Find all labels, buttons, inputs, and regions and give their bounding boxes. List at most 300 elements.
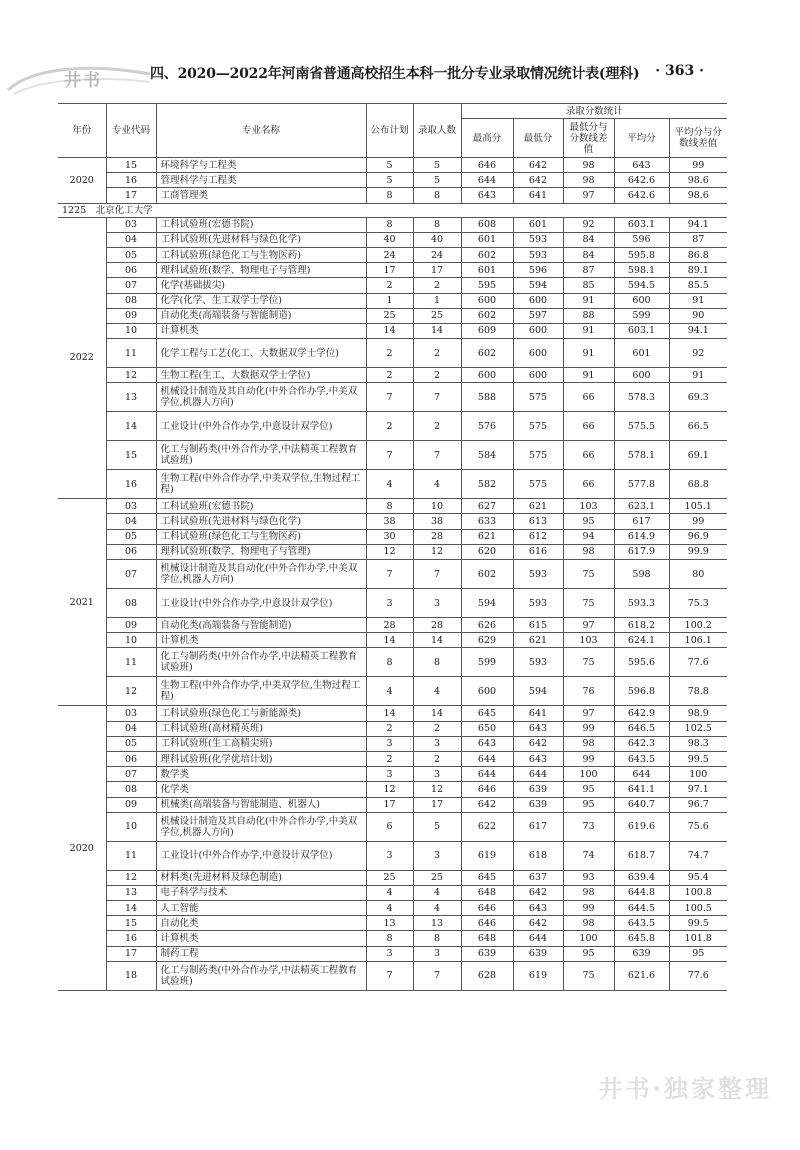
cell-min: 619 <box>513 961 563 990</box>
cell-plan: 14 <box>366 706 413 721</box>
cell-avg: 614.9 <box>614 529 669 544</box>
cell-min: 642 <box>513 736 563 751</box>
cell-min-diff: 100 <box>563 767 614 782</box>
table-row <box>58 441 727 470</box>
cell-avg-diff: 97.1 <box>669 782 727 797</box>
cell-admitted: 24 <box>413 247 461 262</box>
cell-admitted: 7 <box>413 441 461 470</box>
header-plan: 公布计划 <box>366 104 413 158</box>
cell-admitted: 3 <box>413 767 461 782</box>
cell-plan: 2 <box>366 368 413 383</box>
cell-avg: 596.8 <box>614 677 669 706</box>
cell-avg-diff: 75.6 <box>669 812 727 841</box>
table-row <box>58 648 727 677</box>
cell-admitted: 4 <box>413 901 461 916</box>
cell-avg: 618.7 <box>614 841 669 870</box>
cell-name: 化工与制药类(中外合作办学,中法精英工程教育试验班) <box>156 648 366 677</box>
cell-avg: 642.9 <box>614 706 669 721</box>
cell-name: 工科试验班(绿色化工与新能源类) <box>156 706 366 721</box>
cell-avg: 619.6 <box>614 812 669 841</box>
cell-name: 自动化类 <box>156 916 366 931</box>
table-row <box>58 870 727 885</box>
cell-min-diff: 98 <box>563 916 614 931</box>
cell-min-diff: 66 <box>563 470 614 499</box>
cell-code: 10 <box>106 633 156 648</box>
cell-avg-diff: 98.9 <box>669 706 727 721</box>
cell-name: 数学类 <box>156 767 366 782</box>
cell-max: 629 <box>461 633 513 648</box>
cell-avg-diff: 99.9 <box>669 544 727 559</box>
cell-avg: 603.1 <box>614 323 669 338</box>
cell-avg-diff: 66.5 <box>669 412 727 441</box>
cell-plan: 7 <box>366 441 413 470</box>
cell-name: 化工与制药类(中外合作办学,中法精英工程教育试验班) <box>156 441 366 470</box>
page-title: 四、2020—2022年河南省普通高校招生本科一批分专业录取情况统计表(理科) <box>150 66 640 82</box>
cell-code: 14 <box>106 412 156 441</box>
cell-avg-diff: 77.6 <box>669 648 727 677</box>
cell-min-diff: 75 <box>563 589 614 618</box>
cell-avg-diff: 89.1 <box>669 263 727 278</box>
watermark: 井书·独家整理 <box>598 1074 772 1103</box>
cell-avg-diff: 99.5 <box>669 751 727 766</box>
table-row <box>58 383 727 412</box>
cell-admitted: 28 <box>413 529 461 544</box>
cell-avg: 642.3 <box>614 736 669 751</box>
cell-avg: 641.1 <box>614 782 669 797</box>
cell-min-diff: 94 <box>563 529 614 544</box>
cell-max: 643 <box>461 188 513 203</box>
cell-avg-diff: 78.8 <box>669 677 727 706</box>
cell-admitted: 2 <box>413 412 461 441</box>
cell-min: 601 <box>513 217 563 232</box>
cell-min: 597 <box>513 308 563 323</box>
admission-table-container <box>58 103 727 991</box>
cell-min-diff: 98 <box>563 158 614 173</box>
cell-name: 计算机类 <box>156 633 366 648</box>
cell-max: 609 <box>461 323 513 338</box>
cell-min-diff: 91 <box>563 339 614 368</box>
table-row <box>58 736 727 751</box>
table-row <box>58 529 727 544</box>
cell-avg: 644 <box>614 767 669 782</box>
cell-min: 639 <box>513 797 563 812</box>
table-row <box>58 633 727 648</box>
cell-name: 机械设计制造及其自动化(中外合作办学,中美双学位,机器人方向) <box>156 812 366 841</box>
cell-min: 615 <box>513 618 563 633</box>
table-row <box>58 158 727 173</box>
cell-min: 575 <box>513 412 563 441</box>
cell-min-diff: 98 <box>563 736 614 751</box>
cell-max: 642 <box>461 797 513 812</box>
cell-max: 648 <box>461 885 513 900</box>
cell-max: 621 <box>461 529 513 544</box>
cell-avg: 643.5 <box>614 916 669 931</box>
cell-admitted: 28 <box>413 618 461 633</box>
cell-min: 596 <box>513 263 563 278</box>
cell-code: 08 <box>106 782 156 797</box>
table-row <box>58 901 727 916</box>
header-min-diff: 最低分与分数线差值 <box>563 119 614 158</box>
cell-min: 575 <box>513 470 563 499</box>
cell-admitted: 25 <box>413 870 461 885</box>
cell-plan: 28 <box>366 618 413 633</box>
table-row <box>58 721 727 736</box>
year-cell: 2022 <box>58 217 106 499</box>
cell-avg-diff: 98.6 <box>669 188 727 203</box>
cell-max: 646 <box>461 158 513 173</box>
cell-avg: 598 <box>614 560 669 589</box>
cell-avg-diff: 86.8 <box>669 247 727 262</box>
cell-avg: 643 <box>614 158 669 173</box>
cell-code: 12 <box>106 368 156 383</box>
cell-avg: 639 <box>614 946 669 961</box>
table-row <box>58 263 727 278</box>
cell-avg-diff: 69.3 <box>669 383 727 412</box>
cell-name: 工业设计(中外合作办学,中意设计双学位) <box>156 412 366 441</box>
table-row <box>58 885 727 900</box>
cell-min-diff: 84 <box>563 247 614 262</box>
cell-min-diff: 74 <box>563 841 614 870</box>
cell-code: 10 <box>106 812 156 841</box>
cell-max: 622 <box>461 812 513 841</box>
cell-min-diff: 103 <box>563 499 614 514</box>
cell-code: 05 <box>106 529 156 544</box>
cell-code: 18 <box>106 961 156 990</box>
cell-avg-diff: 75.3 <box>669 589 727 618</box>
header-score-group: 录取分数统计 <box>461 104 727 119</box>
cell-max: 601 <box>461 232 513 247</box>
table-row <box>58 339 727 368</box>
cell-min: 594 <box>513 677 563 706</box>
cell-code: 07 <box>106 278 156 293</box>
cell-plan: 7 <box>366 383 413 412</box>
cell-max: 646 <box>461 901 513 916</box>
cell-max: 646 <box>461 782 513 797</box>
cell-code: 11 <box>106 339 156 368</box>
cell-min: 639 <box>513 782 563 797</box>
cell-min: 617 <box>513 812 563 841</box>
cell-code: 11 <box>106 648 156 677</box>
cell-min: 575 <box>513 383 563 412</box>
cell-min: 594 <box>513 278 563 293</box>
cell-code: 04 <box>106 514 156 529</box>
cell-admitted: 17 <box>413 797 461 812</box>
cell-min: 600 <box>513 293 563 308</box>
header-admitted: 录取人数 <box>413 104 461 158</box>
cell-code: 15 <box>106 158 156 173</box>
cell-min: 643 <box>513 721 563 736</box>
year-cell: 2020 <box>58 158 106 204</box>
cell-avg-diff: 100 <box>669 767 727 782</box>
cell-name: 计算机类 <box>156 323 366 338</box>
cell-max: 601 <box>461 263 513 278</box>
table-row <box>58 677 727 706</box>
cell-avg: 621.6 <box>614 961 669 990</box>
cell-min-diff: 75 <box>563 560 614 589</box>
cell-avg-diff: 68.8 <box>669 470 727 499</box>
cell-avg: 600 <box>614 293 669 308</box>
cell-avg: 640.7 <box>614 797 669 812</box>
cell-max: 620 <box>461 544 513 559</box>
cell-avg: 595.8 <box>614 247 669 262</box>
cell-min-diff: 76 <box>563 677 614 706</box>
cell-plan: 8 <box>366 188 413 203</box>
cell-name: 理科试验班(数学、物理电子与管理) <box>156 263 366 278</box>
cell-name: 计算机类 <box>156 931 366 946</box>
cell-avg: 617.9 <box>614 544 669 559</box>
cell-min-diff: 88 <box>563 308 614 323</box>
cell-avg: 623.1 <box>614 499 669 514</box>
cell-plan: 4 <box>366 885 413 900</box>
cell-avg-diff: 90 <box>669 308 727 323</box>
cell-admitted: 8 <box>413 217 461 232</box>
cell-avg-diff: 94.1 <box>669 217 727 232</box>
logo-text: 井书 <box>64 71 102 91</box>
admission-table <box>58 103 727 991</box>
cell-code: 03 <box>106 499 156 514</box>
cell-name: 机械设计制造及其自动化(中外合作办学,中美双学位,机器人方向) <box>156 560 366 589</box>
cell-admitted: 7 <box>413 560 461 589</box>
cell-avg: 600 <box>614 368 669 383</box>
cell-min-diff: 99 <box>563 901 614 916</box>
table-row <box>58 916 727 931</box>
year-cell: 2021 <box>58 499 106 706</box>
table-row <box>58 308 727 323</box>
cell-code: 16 <box>106 470 156 499</box>
cell-min: 593 <box>513 232 563 247</box>
cell-min: 621 <box>513 499 563 514</box>
cell-max: 602 <box>461 560 513 589</box>
cell-admitted: 4 <box>413 677 461 706</box>
cell-name: 工科试验班(宏德书院) <box>156 499 366 514</box>
cell-min-diff: 95 <box>563 797 614 812</box>
cell-plan: 8 <box>366 217 413 232</box>
cell-avg: 593.3 <box>614 589 669 618</box>
cell-plan: 25 <box>366 308 413 323</box>
cell-max: 594 <box>461 589 513 618</box>
cell-avg: 646.5 <box>614 721 669 736</box>
cell-plan: 8 <box>366 931 413 946</box>
cell-avg-diff: 95.4 <box>669 870 727 885</box>
table-row <box>58 544 727 559</box>
cell-min-diff: 99 <box>563 751 614 766</box>
cell-min: 618 <box>513 841 563 870</box>
cell-min-diff: 97 <box>563 188 614 203</box>
cell-code: 12 <box>106 870 156 885</box>
cell-avg-diff: 94.1 <box>669 323 727 338</box>
cell-max: 639 <box>461 946 513 961</box>
cell-max: 595 <box>461 278 513 293</box>
cell-name: 自动化类(高端装备与智能制造) <box>156 308 366 323</box>
cell-name: 工科试验班(先进材料与绿色化学) <box>156 232 366 247</box>
table-row <box>58 797 727 812</box>
cell-avg-diff: 99.5 <box>669 916 727 931</box>
cell-min: 593 <box>513 648 563 677</box>
cell-admitted: 3 <box>413 589 461 618</box>
cell-max: 576 <box>461 412 513 441</box>
cell-code: 09 <box>106 308 156 323</box>
cell-admitted: 12 <box>413 544 461 559</box>
cell-admitted: 5 <box>413 173 461 188</box>
cell-min-diff: 91 <box>563 323 614 338</box>
cell-name: 工业设计(中外合作办学,中意设计双学位) <box>156 841 366 870</box>
cell-plan: 4 <box>366 677 413 706</box>
cell-min: 644 <box>513 767 563 782</box>
cell-max: 602 <box>461 308 513 323</box>
cell-code: 05 <box>106 247 156 262</box>
cell-plan: 8 <box>366 499 413 514</box>
cell-plan: 17 <box>366 797 413 812</box>
table-row <box>58 323 727 338</box>
cell-min-diff: 84 <box>563 232 614 247</box>
cell-max: 584 <box>461 441 513 470</box>
cell-plan: 13 <box>366 916 413 931</box>
cell-code: 13 <box>106 383 156 412</box>
cell-admitted: 12 <box>413 782 461 797</box>
cell-avg-diff: 99 <box>669 158 727 173</box>
cell-min: 616 <box>513 544 563 559</box>
cell-name: 工科试验班(先进材料与绿色化学) <box>156 514 366 529</box>
table-row <box>58 368 727 383</box>
cell-admitted: 2 <box>413 751 461 766</box>
cell-min-diff: 95 <box>563 514 614 529</box>
cell-avg-diff: 105.1 <box>669 499 727 514</box>
cell-avg: 577.8 <box>614 470 669 499</box>
cell-plan: 12 <box>366 544 413 559</box>
table-row <box>58 931 727 946</box>
cell-admitted: 8 <box>413 188 461 203</box>
table-row <box>58 247 727 262</box>
cell-admitted: 40 <box>413 232 461 247</box>
cell-plan: 5 <box>366 173 413 188</box>
cell-code: 06 <box>106 544 156 559</box>
cell-min-diff: 75 <box>563 648 614 677</box>
cell-max: 602 <box>461 247 513 262</box>
cell-admitted: 5 <box>413 158 461 173</box>
cell-max: 643 <box>461 736 513 751</box>
cell-max: 648 <box>461 931 513 946</box>
cell-min-diff: 87 <box>563 263 614 278</box>
cell-max: 608 <box>461 217 513 232</box>
cell-plan: 24 <box>366 247 413 262</box>
cell-avg: 643.5 <box>614 751 669 766</box>
cell-name: 机械设计制造及其自动化(中外合作办学,中美双学位,机器人方向) <box>156 383 366 412</box>
cell-name: 人工智能 <box>156 901 366 916</box>
table-row <box>58 514 727 529</box>
cell-min: 600 <box>513 368 563 383</box>
cell-name: 生物工程(生工、大数据双学士学位) <box>156 368 366 383</box>
cell-min-diff: 66 <box>563 441 614 470</box>
cell-admitted: 2 <box>413 721 461 736</box>
cell-min: 643 <box>513 901 563 916</box>
cell-avg-diff: 100.2 <box>669 618 727 633</box>
cell-plan: 4 <box>366 470 413 499</box>
cell-avg-diff: 95 <box>669 946 727 961</box>
cell-admitted: 7 <box>413 961 461 990</box>
cell-code: 10 <box>106 323 156 338</box>
cell-admitted: 2 <box>413 278 461 293</box>
cell-min: 593 <box>513 247 563 262</box>
cell-avg-diff: 87 <box>669 232 727 247</box>
cell-max: 644 <box>461 767 513 782</box>
cell-min-diff: 100 <box>563 931 614 946</box>
cell-min-diff: 95 <box>563 782 614 797</box>
table-row <box>58 232 727 247</box>
cell-min: 642 <box>513 158 563 173</box>
cell-max: 646 <box>461 916 513 931</box>
cell-code: 16 <box>106 173 156 188</box>
cell-avg-diff: 91 <box>669 293 727 308</box>
cell-name: 生物工程(中外合作办学,中美双学位,生物过程工程) <box>156 677 366 706</box>
cell-code: 15 <box>106 441 156 470</box>
cell-max: 582 <box>461 470 513 499</box>
table-row <box>58 782 727 797</box>
cell-plan: 2 <box>366 339 413 368</box>
cell-name: 工科试验班(宏德书院) <box>156 217 366 232</box>
header-avg-diff: 平均分与分数线差值 <box>669 119 727 158</box>
cell-plan: 2 <box>366 751 413 766</box>
cell-plan: 3 <box>366 767 413 782</box>
cell-avg-diff: 91 <box>669 368 727 383</box>
table-row <box>58 946 727 961</box>
cell-min: 612 <box>513 529 563 544</box>
cell-max: 600 <box>461 368 513 383</box>
cell-avg-diff: 99 <box>669 514 727 529</box>
cell-admitted: 14 <box>413 323 461 338</box>
cell-min-diff: 91 <box>563 368 614 383</box>
cell-code: 15 <box>106 916 156 931</box>
cell-max: 626 <box>461 618 513 633</box>
cell-max: 628 <box>461 961 513 990</box>
cell-plan: 3 <box>366 946 413 961</box>
cell-min: 637 <box>513 870 563 885</box>
cell-admitted: 38 <box>413 514 461 529</box>
header-code: 专业代码 <box>106 104 156 158</box>
cell-admitted: 13 <box>413 916 461 931</box>
cell-avg: 617 <box>614 514 669 529</box>
cell-name: 工科试验班(绿色化工与生物医药) <box>156 247 366 262</box>
table-row <box>58 412 727 441</box>
table-row <box>58 767 727 782</box>
cell-min: 600 <box>513 339 563 368</box>
cell-avg: 599 <box>614 308 669 323</box>
cell-min: 621 <box>513 633 563 648</box>
table-row <box>58 751 727 766</box>
cell-max: 600 <box>461 293 513 308</box>
cell-admitted: 14 <box>413 706 461 721</box>
cell-avg-diff: 85.5 <box>669 278 727 293</box>
cell-max: 627 <box>461 499 513 514</box>
cell-name: 工科试验班(高材精英班) <box>156 721 366 736</box>
cell-name: 化工与制药类(中外合作办学,中法精英工程教育试验班) <box>156 961 366 990</box>
table-row <box>58 618 727 633</box>
cell-admitted: 2 <box>413 368 461 383</box>
table-body <box>58 158 727 991</box>
cell-admitted: 3 <box>413 841 461 870</box>
cell-admitted: 17 <box>413 263 461 278</box>
cell-avg-diff: 74.7 <box>669 841 727 870</box>
cell-min: 593 <box>513 589 563 618</box>
cell-min-diff: 85 <box>563 278 614 293</box>
cell-avg-diff: 96.7 <box>669 797 727 812</box>
cell-admitted: 10 <box>413 499 461 514</box>
table-row <box>58 706 727 721</box>
table-row <box>58 173 727 188</box>
cell-max: 644 <box>461 751 513 766</box>
cell-admitted: 8 <box>413 931 461 946</box>
cell-plan: 12 <box>366 782 413 797</box>
cell-min: 613 <box>513 514 563 529</box>
